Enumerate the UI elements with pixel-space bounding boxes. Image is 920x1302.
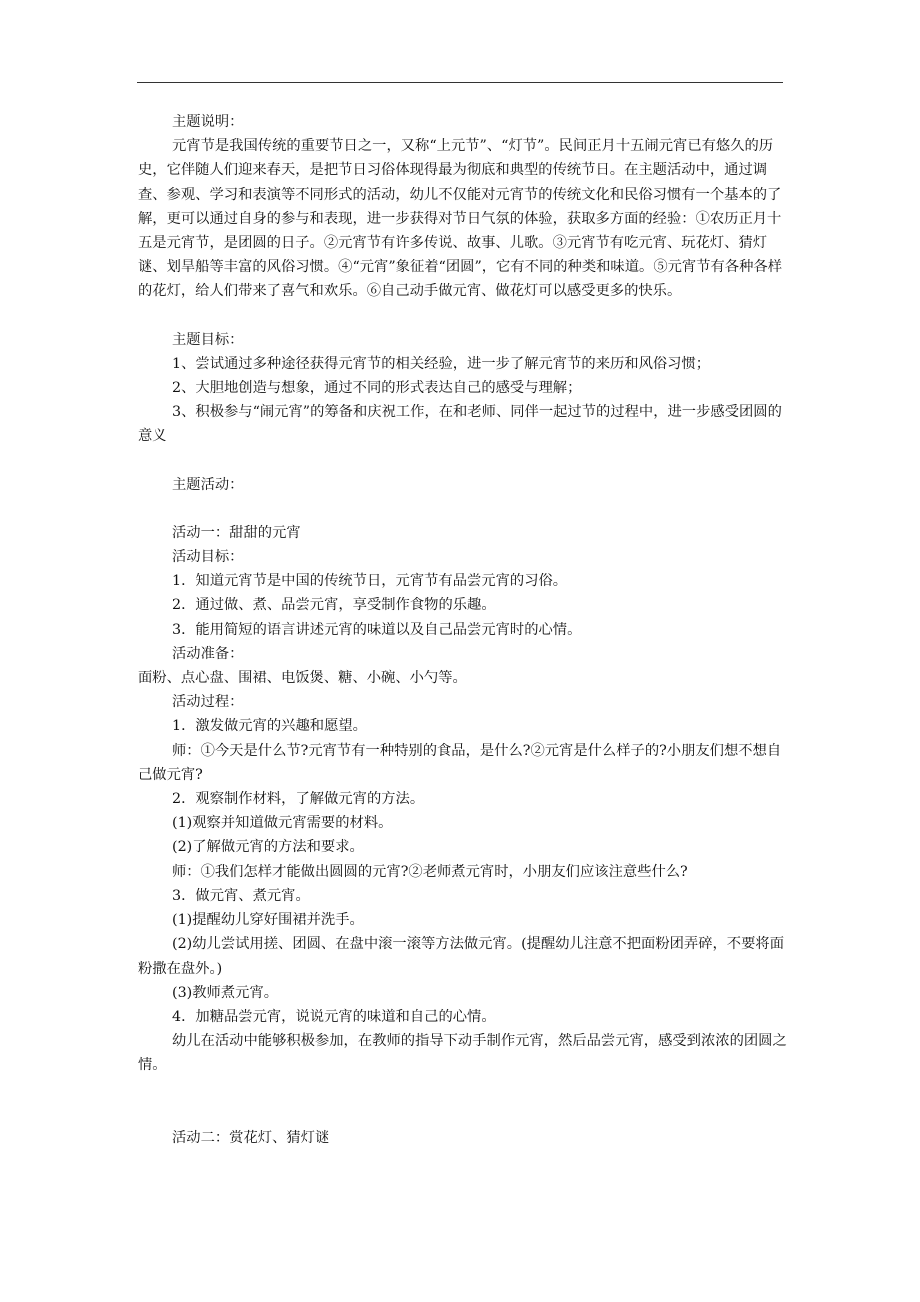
theme-goal-item: 2、大胆地创造与想象，通过不同的形式表达自己的感受与理解；: [172, 380, 582, 397]
activity1-goal-item: 2．通过做、煮、品尝元宵，享受制作食物的乐趣。: [172, 597, 496, 614]
activity1-process-step: 1．激发做元宵的兴趣和愿望。: [172, 718, 367, 735]
theme-goals-heading: 主题目标：: [172, 331, 244, 348]
activity1-process-step: 师：①今天是什么节?元宵节有一种特别的食品，是什么?②元宵是什么样子的?小朋友们想不想自己做元宵?: [138, 742, 782, 783]
activity1-process-step: (1)观察并知道做元宵需要的材料。: [172, 815, 393, 832]
document-body: [138, 110, 788, 1150]
theme-description-heading: 主题说明：: [172, 114, 244, 130]
activity1-process-step: 2．观察制作材料，了解做元宵的方法。: [172, 791, 425, 808]
activity1-goals-heading: 活动目标：: [172, 549, 244, 566]
activity1-process-step: (2)幼儿尝试用搓、团圆、在盘中滚一滚等方法做元宵。(提醒幼儿注意不把面粉团弄碎，不要将面粉撒在盘外。): [138, 936, 784, 977]
activity1-process-step: (3)教师煮元宵。: [172, 984, 279, 1001]
activity1-goal-item: 1．知道元宵节是中国的传统节日，元宵节有品尝元宵的习俗。: [172, 573, 568, 590]
theme-goal-item: 1、尝试通过多种途径获得元宵节的相关经验，进一步了解元宵节的来历和风俗习惯；: [172, 355, 711, 372]
header-rule: [137, 82, 783, 83]
activity1-goal-item: 3．能用简短的语言讲述元宵的味道以及自己品尝元宵时的心情。: [172, 621, 582, 638]
activity1-process-step: 4．加糖品尝元宵，说说元宵的味道和自己的心情。: [172, 1008, 496, 1025]
activity1-process-step: 3．做元宵、煮元宵。: [172, 887, 310, 904]
activity1-prep-heading: 活动准备：: [172, 645, 244, 662]
theme-activities-heading: 主题活动：: [172, 476, 244, 493]
activity1-summary: 幼儿在活动中能够积极参加，在教师的指导下动手制作元宵，然后品尝元宵，感受到浓浓的团圆之情。: [138, 1033, 787, 1074]
activity1-title: 活动一：甜甜的元宵: [172, 524, 301, 541]
theme-goal-item: 3、积极参与“闹元宵”的筹备和庆祝工作，在和老师、同伴一起过节的过程中，进一步感受团圆的意义: [138, 404, 782, 445]
theme-description-body: 元宵节是我国传统的重要节日之一，又称“上元节”、“灯节”。民间正月十五闹元宵已有悠久的历史，它伴随人们迎来春天，是把节日习俗体现得最为彻底和典型的传统节日。在主题活动中，通过调查、参观、学习和表演等不同形式的活动，幼儿不仅能对元宵节的传统文化和民俗习惯有一个基本的了解，更可以通过自身的参与和表现，进一步获得对节日气氛的体验，获取多方面的经验：①农历正月十五是元宵节，是团圆的日子。②元宵节有许多传说、故事、儿歌。③元宵节有吃元宵、玩花灯、猜灯谜、划旱船等丰富的风俗习惯。④“元宵”象征着“团圆”，它有不同的种类和味道。⑤元宵节有各种各样的花灯，给人们带来了喜气和欢乐。⑥自己动手做元宵、做花灯可以感受更多的快乐。: [138, 138, 782, 300]
activity1-process-heading: 活动过程：: [172, 694, 244, 711]
activity1-process-step: 师：①我们怎样才能做出圆圆的元宵?②老师煮元宵时，小朋友们应该注意些什么?: [172, 863, 688, 880]
activity1-process-step: (2)了解做元宵的方法和要求。: [172, 839, 364, 856]
activity1-prep-body: 面粉、点心盘、围裙、电饭煲、糖、小碗、小勺等。: [138, 670, 467, 687]
activity1-process-step: (1)提醒幼儿穿好围裙并洗手。: [172, 912, 364, 929]
activity2-title: 活动二：赏花灯、猜灯谜: [172, 1129, 330, 1146]
